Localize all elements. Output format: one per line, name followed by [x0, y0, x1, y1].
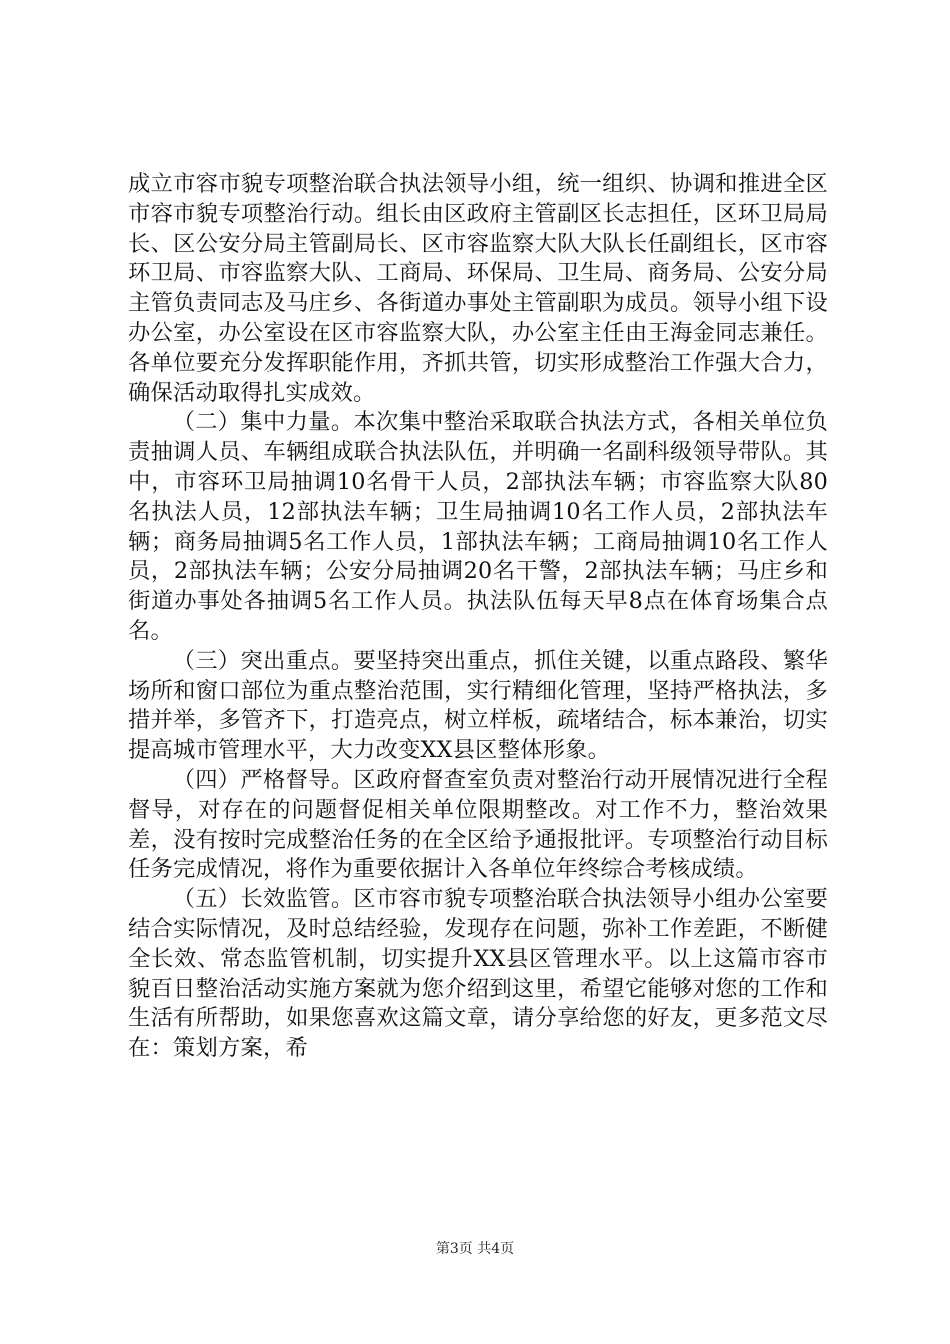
paragraph-highlight-priorities: （三）突出重点。要坚持突出重点，抓住关键，以重点路段、繁华场所和窗口部位为重点整治范围，实行精细化管理，坚持严格执法，多措并举，多管齐下，打造亮点，树立样板，疏堵结合，标本兼治，切实提高城市管理水平，大力改变XX县区整体形象。 [128, 647, 828, 764]
paragraph-concentrate-forces: （二）集中力量。本次集中整治采取联合执法方式，各相关单位负责抽调人员、车辆组成联合执法队伍，并明确一名副科级领导带队。其中，市容环卫局抽调10名骨干人员，2部执法车辆；市容监察大队80名执法人员，12部执法车辆；卫生局抽调10名工作人员，2部执法车辆；商务局抽调5名工作人员，1部执法车辆；工商局抽调10名工作人员，2部执法车辆；公安分局抽调20名干警，2部执法车辆；马庄乡和街道办事处各抽调5名工作人员。执法队伍每天早8点在体育场集合点名。 [128, 409, 828, 644]
document-body [128, 170, 828, 1064]
page-number-footer: 第3页 共4页 [435, 1241, 515, 1257]
paragraph-strict-supervision: （四）严格督导。区政府督查室负责对整治行动开展情况进行全程督导，对存在的问题督促相关单位限期整改。对工作不力，整治效果差，没有按时完成整治任务的在全区给予通报批评。专项整治行动目标任务完成情况，将作为重要依据计入各单位年终综合考核成绩。 [128, 766, 828, 883]
paragraph-intro: 成立市容市貌专项整治联合执法领导小组，统一组织、协调和推进全区市容市貌专项整治行动。组长由区政府主管副区长志担任，区环卫局局长、区公安分局主管副局长、区市容监察大队大队长任副组长，区市容环卫局、市容监察大队、工商局、环保局、卫生局、商务局、公安分局主管负责同志及马庄乡、各街道办事处主管副职为成员。领导小组下设办公室，办公室设在区市容监察大队，办公室主任由王海金同志兼任。各单位要充分发挥职能作用，齐抓共管，切实形成整治工作强大合力，确保活动取得扎实成效。 [128, 171, 828, 406]
paragraph-long-term-oversight: （五）长效监管。区市容市貌专项整治联合执法领导小组办公室要结合实际情况，及时总结经验，发现存在问题，弥补工作差距，不断健全长效、常态监管机制，切实提升XX县区管理水平。以上这篇市容市貌百日整治活动实施方案就为您介绍到这里，希望它能够对您的工作和生活有所帮助，如果您喜欢这篇文章，请分享给您的好友，更多范文尽在：策划方案，希 [128, 886, 828, 1062]
